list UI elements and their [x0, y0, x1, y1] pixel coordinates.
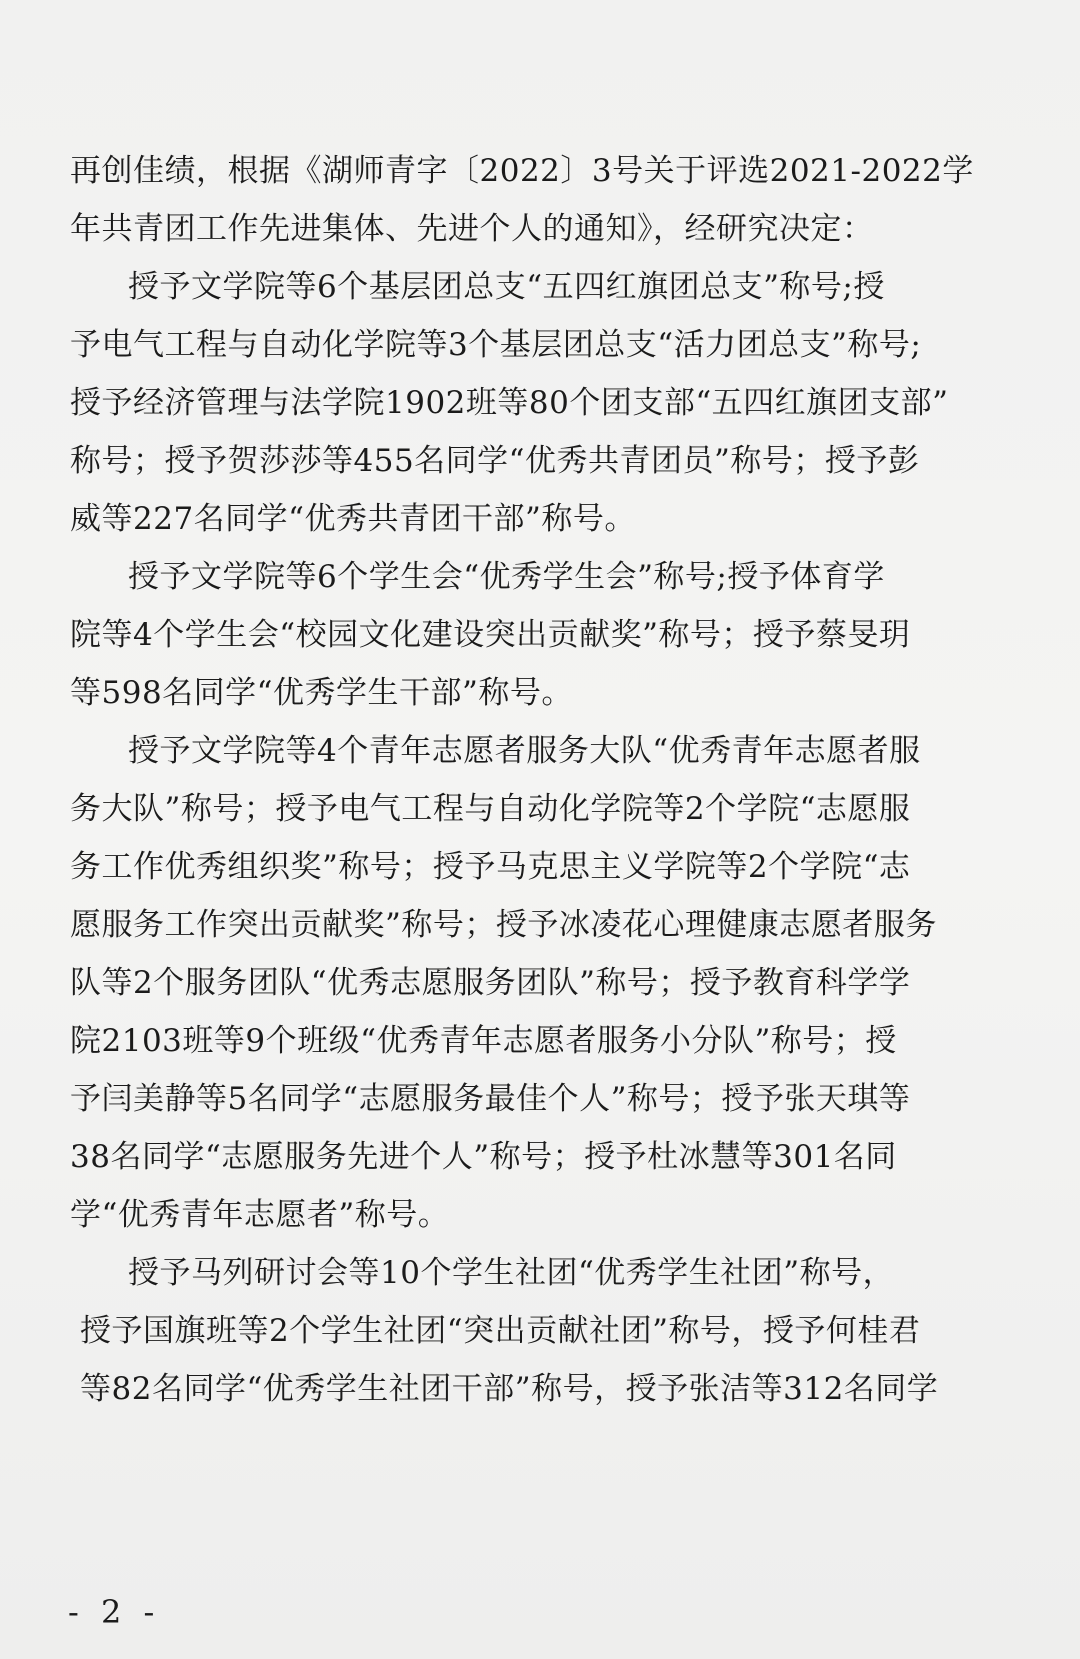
body-line-1: 再创佳绩，根据《湖师青字〔2022〕3号关于评选2021-2022学 [70, 153, 974, 189]
paragraph-3-line-2: 务大队”称号；授予电气工程与自动化学院等2个学院“志愿服 [70, 791, 911, 827]
paragraph-4-line-3: 等82名同学“优秀学生社团干部”称号，授予张洁等312名同学 [80, 1371, 939, 1407]
paragraph-2-line-3: 等598名同学“优秀学生干部”称号。 [70, 675, 573, 711]
paragraph-1-line-4: 称号；授予贺莎莎等455名同学“优秀共青团员”称号；授予彭 [70, 443, 920, 479]
page-number: - 2 - [68, 1593, 161, 1631]
paragraph-3-line-4: 愿服务工作突出贡献奖”称号；授予冰凌花心理健康志愿者服务 [70, 907, 937, 943]
paragraph-3-line-7: 予闫美静等5名同学“志愿服务最佳个人”称号；授予张天琪等 [70, 1081, 911, 1117]
paragraph-2-line-2: 院等4个学生会“校园文化建设突出贡献奖”称号；授予蔡旻玥 [70, 617, 911, 653]
paragraph-1-line-1: 授予文学院等6个基层团总支“五四红旗团总支”称号;授 [128, 269, 885, 305]
paragraph-2-line-1: 授予文学院等6个学生会“优秀学生会”称号;授予体育学 [128, 559, 885, 595]
body-line-2: 年共青团工作先进集体、先进个人的通知》，经研究决定： [70, 211, 874, 247]
paragraph-3-line-3: 务工作优秀组织奖”称号；授予马克思主义学院等2个学院“志 [70, 849, 911, 885]
paragraph-3-line-8: 38名同学“志愿服务先进个人”称号；授予杜冰慧等301名同 [70, 1139, 897, 1175]
paragraph-4-line-2: 授予国旗班等2个学生社团“突出贡献社团”称号，授予何桂君 [80, 1313, 921, 1349]
paragraph-3-line-5: 队等2个服务团队“优秀志愿服务团队”称号；授予教育科学学 [70, 965, 911, 1001]
paragraph-3-line-6: 院2103班等9个班级“优秀青年志愿者服务小分队”称号；授 [70, 1023, 897, 1059]
paragraph-1-line-2: 予电气工程与自动化学院等3个基层团总支“活力团总支”称号; [70, 327, 922, 363]
paragraph-3-line-1: 授予文学院等4个青年志愿者服务大队“优秀青年志愿者服 [128, 733, 921, 769]
paragraph-1-line-3: 授予经济管理与法学院1902班等80个团支部“五四红旗团支部” [70, 385, 949, 421]
paragraph-3-line-9: 学“优秀青年志愿者”称号。 [70, 1197, 450, 1233]
paragraph-4-line-1: 授予马列研讨会等10个学生社团“优秀学生社团”称号， [128, 1255, 895, 1291]
paragraph-1-line-5: 威等227名同学“优秀共青团干部”称号。 [70, 501, 636, 537]
